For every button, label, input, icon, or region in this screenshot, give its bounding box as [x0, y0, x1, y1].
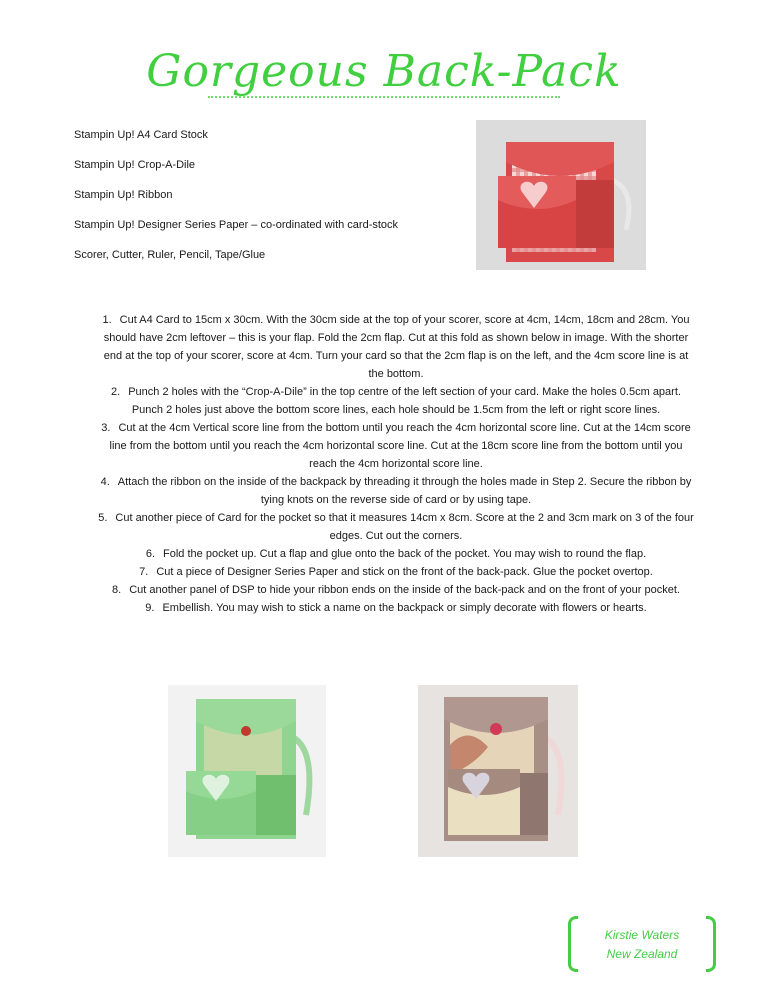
materials-list — [74, 128, 464, 278]
step-text: Cut another panel of DSP to hide your ribbon ends on the inside of the back-pack and on the front of your pocket. — [129, 584, 680, 596]
step-item — [96, 383, 696, 419]
step-text: Cut a piece of Designer Series Paper and stick on the front of the back-pack. Glue the pocket overtop. — [156, 566, 653, 578]
step-text: Cut another piece of Card for the pocket so that it measures 14cm x 8cm. Score at the 2 and 3cm mark on 3 of the four edges. Cut out the corners. — [115, 512, 694, 542]
material-item: Stampin Up! A4 Card Stock — [74, 129, 208, 141]
step-item — [96, 473, 696, 509]
step-number: 9. — [145, 602, 155, 614]
step-item — [96, 563, 696, 581]
step-item — [96, 509, 696, 545]
step-number: 7. — [139, 566, 149, 578]
brown-backpack-photo — [418, 685, 578, 857]
step-item — [96, 581, 696, 599]
material-item: Stampin Up! Ribbon — [74, 189, 173, 201]
step-text: Punch 2 holes with the “Crop-A-Dile” in the top centre of the left section of your card. Make the holes 0.5cm apart. Punch 2 holes just above the bottom score lines, each hole should be 1.5cm from the left or right score lines. — [128, 386, 681, 416]
step-text: Fold the pocket up. Cut a flap and glue onto the back of the pocket. You may wish to round the flap. — [163, 548, 647, 560]
author-name: Kirstie Waters — [604, 928, 680, 942]
author-signature — [568, 916, 716, 972]
bracket-right — [706, 916, 716, 972]
step-text: Embellish. You may wish to stick a name on the backpack or simply decorate with flowers or hearts. — [162, 602, 647, 614]
step-number: 1. — [102, 314, 112, 326]
step-item — [96, 545, 696, 563]
step-item — [96, 419, 696, 473]
author-location: New Zealand — [606, 947, 678, 961]
page-title: Gorgeous Back-Pack — [146, 46, 622, 97]
step-item — [96, 599, 696, 617]
step-number: 4. — [100, 476, 110, 488]
step-number: 2. — [111, 386, 121, 398]
green-backpack-photo — [168, 685, 326, 857]
material-item: Stampin Up! Crop-A-Dile — [74, 159, 196, 171]
step-item — [96, 311, 696, 383]
material-item: Stampin Up! Designer Series Paper – co-ordinated with card-stock — [74, 219, 399, 231]
title-underline — [208, 96, 560, 98]
instruction-steps — [96, 311, 696, 617]
step-text: Cut at the 4cm Vertical score line from the bottom until you reach the 4cm horizontal score line. Cut at the 14cm score line from the bottom until you reach the 4cm horizontal score line. Cut at the 18cm score line from the bottom until you reach the 4cm horizontal score line. — [109, 422, 691, 470]
step-number: 3. — [101, 422, 111, 434]
step-text: Attach the ribbon on the inside of the backpack by threading it through the holes made in Step 2. Secure the ribbon by tying knots on the reverse side of card or by using tape. — [117, 476, 692, 506]
material-item: Scorer, Cutter, Ruler, Pencil, Tape/Glue — [74, 249, 266, 261]
signature-text — [578, 926, 706, 964]
step-number: 5. — [98, 512, 108, 524]
step-number: 6. — [145, 548, 156, 560]
red-backpack-photo — [476, 120, 646, 270]
step-text: Cut A4 Card to 15cm x 30cm. With the 30cm side at the top of your scorer, score at 4cm, 14cm, 18cm and 28cm. You should have 2cm leftover – this is your flap. Fold the 2cm flap. Cut at this fold as shown below in image. With the shorter end at the top of your scorer, score at 4cm. Turn your card so that the 2cm flap is on the left, and the 4cm score line is at the bottom. — [103, 314, 690, 380]
bracket-left — [568, 916, 578, 972]
step-number: 8. — [112, 584, 122, 596]
